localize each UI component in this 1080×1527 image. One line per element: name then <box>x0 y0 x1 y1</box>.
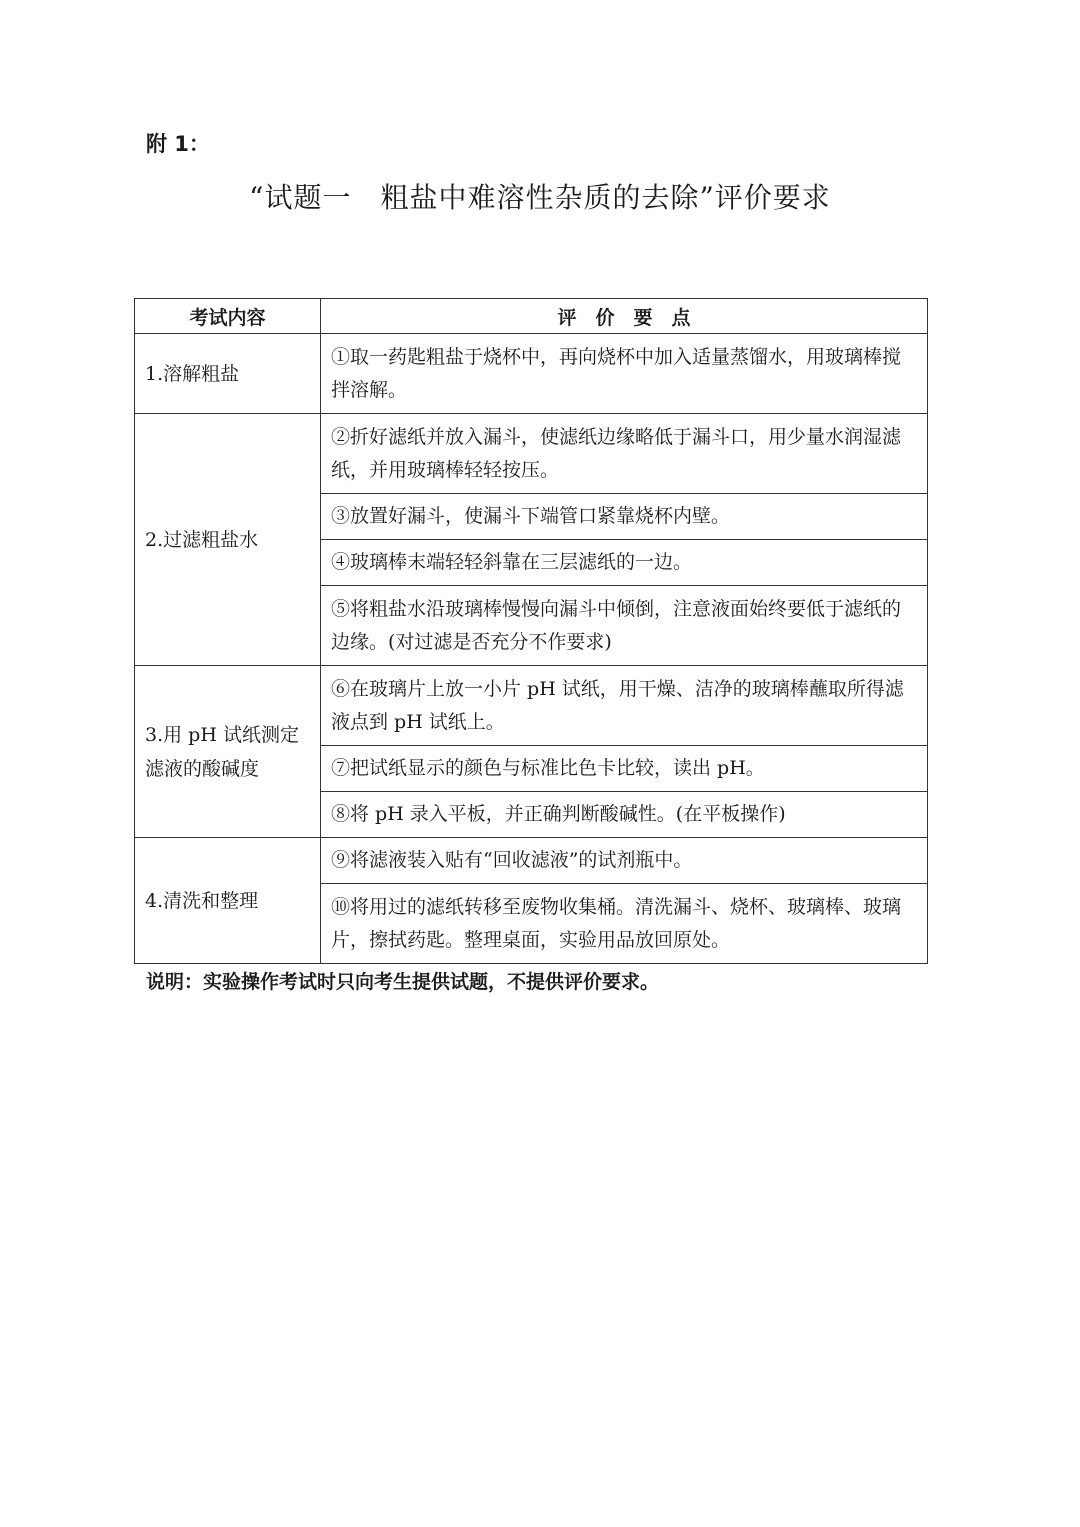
appendix-label: 附 1： <box>146 132 210 156</box>
eval-point-10: ⑩将用过的滤纸转移至废物收集桶。清洗漏斗、烧杯、玻璃棒、玻璃片，擦拭药匙。整理桌面，实验用品放回原处。 <box>321 884 928 964</box>
table-header-row <box>135 299 928 334</box>
column-header-content: 考试内容 <box>135 299 321 334</box>
section-name-ph-test: 3.用 pH 试纸测定滤液的酸碱度 <box>135 666 321 838</box>
eval-point-2: ②折好滤纸并放入漏斗，使滤纸边缘略低于漏斗口，用少量水润湿滤纸，并用玻璃棒轻轻按压。 <box>321 414 928 494</box>
eval-point-8: ⑧将 pH 录入平板，并正确判断酸碱性。(在平板操作) <box>321 792 928 838</box>
page-title: “试题一 粗盐中难溶性杂质的去除”评价要求 <box>249 181 831 214</box>
column-header-points: 评 价 要 点 <box>321 299 928 334</box>
eval-point-3: ③放置好漏斗，使漏斗下端管口紧靠烧杯内壁。 <box>321 494 928 540</box>
section-name-dissolve: 1.溶解粗盐 <box>135 334 321 414</box>
eval-point-1: ①取一药匙粗盐于烧杯中，再向烧杯中加入适量蒸馏水，用玻璃棒搅拌溶解。 <box>321 334 928 414</box>
section-name-filter: 2.过滤粗盐水 <box>135 414 321 666</box>
table-row <box>135 414 928 494</box>
eval-point-5: ⑤将粗盐水沿玻璃棒慢慢向漏斗中倾倒，注意液面始终要低于滤纸的边缘。(对过滤是否充分不作要求) <box>321 586 928 666</box>
eval-point-9: ⑨将滤液装入贴有“回收滤液”的试剂瓶中。 <box>321 838 928 884</box>
eval-point-4: ④玻璃棒末端轻轻斜靠在三层滤纸的一边。 <box>321 540 928 586</box>
table-row <box>135 334 928 414</box>
table-row <box>135 838 928 884</box>
eval-point-7: ⑦把试纸显示的颜色与标准比色卡比较，读出 pH。 <box>321 746 928 792</box>
table-row <box>135 666 928 746</box>
section-name-cleanup: 4.清洗和整理 <box>135 838 321 964</box>
eval-point-6: ⑥在玻璃片上放一小片 pH 试纸，用干燥、洁净的玻璃棒蘸取所得滤液点到 pH 试纸上。 <box>321 666 928 746</box>
footnote: 说明：实验操作考试时只向考生提供试题，不提供评价要求。 <box>146 971 660 993</box>
evaluation-table <box>134 298 928 964</box>
